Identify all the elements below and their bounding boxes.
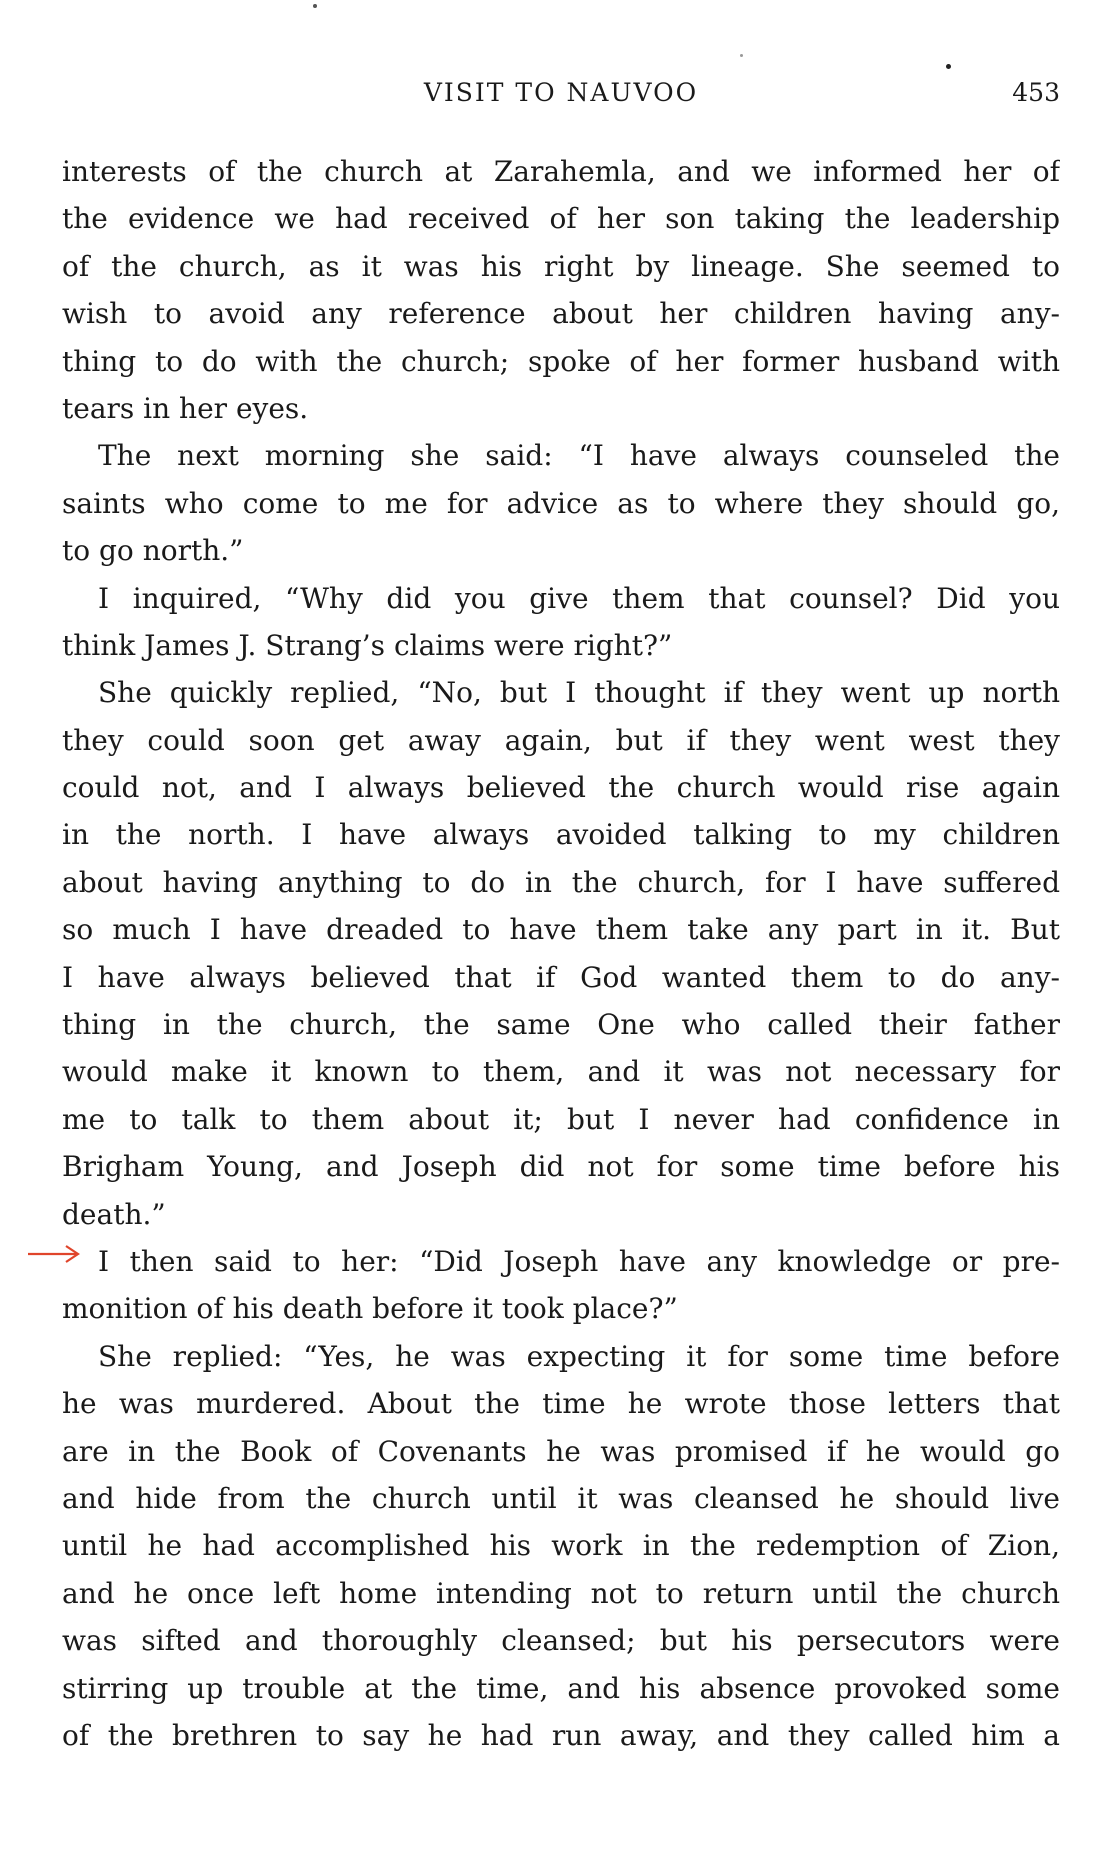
body-text [62,148,1060,1759]
scan-speck [740,54,743,57]
text-line: think James J. Strang’s claims were right?” [62,628,673,662]
text-line: of the brethren to say he had run away, and they called him a [62,1718,1060,1752]
running-title: VISIT TO NAUVOO [423,78,699,107]
text-line: saints who come to me for advice as to where they should go, [62,486,1060,520]
text-line: in the north. I have always avoided talking to my children [62,818,1060,852]
scan-speck [946,64,951,69]
text-line: about having anything to do in the church, for I have suffered [62,865,1060,899]
text-line: so much I have dreaded to have them take any part in it. But [62,913,1060,947]
text-line: could not, and I always believed the church would rise again [62,771,1060,805]
text-line: would make it known to them, and it was not necessary for [62,1055,1060,1089]
text-line: death.” [62,1197,166,1231]
text-line: monition of his death before it took place?” [62,1292,678,1326]
text-line: tears in her eyes. [62,391,309,425]
scan-speck [313,4,317,8]
text-line: and he once left home intending not to return until the church [62,1576,1060,1610]
text-line: and hide from the church until it was cleansed he should live [62,1481,1060,1515]
text-line: until he had accomplished his work in the redemption of Zion, [62,1529,1060,1563]
text-line: are in the Book of Covenants he was promised if he would go [62,1434,1060,1468]
page-number: 453 [1012,78,1060,107]
text-line: me to talk to them about it; but I never had confidence in [62,1102,1060,1136]
text-line: interests of the church at Zarahemla, and we informed her of [62,155,1060,188]
text-line: I then said to her: “Did Joseph have any knowledge or pre- [98,1244,1060,1278]
text-line: I inquired, “Why did you give them that counsel? Did you [98,581,1060,615]
text-line: the evidence we had received of her son taking the leadership [62,202,1060,236]
text-line: he was murdered. About the time he wrote those letters that [62,1387,1060,1421]
text-line: they could soon get away again, but if they went west they [62,723,1060,757]
text-line: The next morning she said: “I have always counseled the [98,439,1060,473]
text-line: thing to do with the church; spoke of her former husband with [62,344,1060,378]
text-line: was sifted and thoroughly cleansed; but his persecutors were [62,1624,1060,1658]
page-header [62,78,1060,118]
text-line: Brigham Young, and Joseph did not for some time before his [62,1150,1060,1184]
text-line: thing in the church, the same One who called their father [62,1008,1060,1042]
text-line: I have always believed that if God wanted them to do any- [62,960,1060,994]
text-line: of the church, as it was his right by lineage. She seemed to [62,249,1060,283]
text-line: stirring up trouble at the time, and his absence provoked some [62,1671,1060,1705]
text-line: wish to avoid any reference about her children having any- [62,297,1060,331]
text-line: to go north.” [62,534,244,568]
text-line: She replied: “Yes, he was expecting it for some time before [98,1339,1060,1373]
text-line: She quickly replied, “No, but I thought if they went up north [98,676,1060,710]
